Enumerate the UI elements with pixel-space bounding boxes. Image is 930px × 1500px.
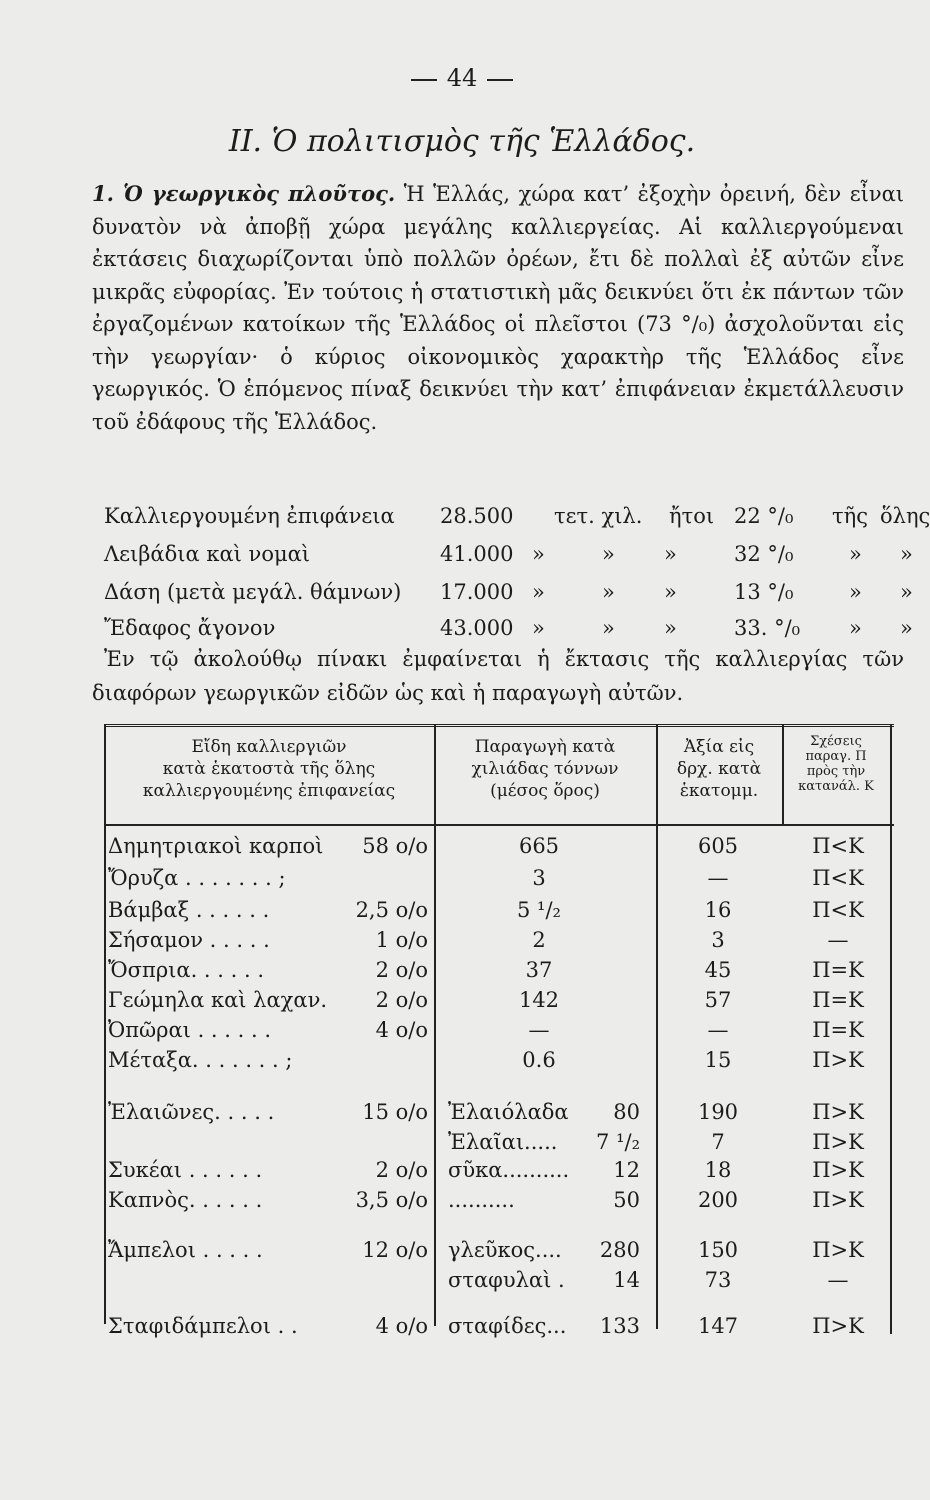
header-value xyxy=(656,736,782,802)
header-kinds-line: Εἴδη καλλιεργιῶν xyxy=(191,737,347,757)
land-use-label: Καλλιεργουμένη ἐπιφάνεια xyxy=(104,504,395,528)
crop-area-percent: 2 o/o xyxy=(375,988,428,1012)
land-use-q1: » xyxy=(602,616,615,640)
header-relation-line: πρὸς τὴν xyxy=(806,764,866,779)
land-use-q4: » xyxy=(900,580,913,604)
land-use-q3: » xyxy=(849,580,862,604)
production-value: 37 xyxy=(525,958,553,982)
crop-name: Βάμβαξ . . . . . . xyxy=(108,898,270,922)
production-value: 665 xyxy=(518,834,560,858)
land-use-value: 17.000 xyxy=(440,580,514,604)
header-relation-line: Σχέσεις xyxy=(810,734,862,749)
production-value: 133 xyxy=(599,1314,640,1338)
crop-name: Ὀπῶραι . . . . . . xyxy=(108,1018,272,1042)
production-consumption-relation: Π=Κ xyxy=(812,1018,864,1042)
land-use-unit: » xyxy=(532,580,545,604)
crop-area-percent: 4 o/o xyxy=(375,1314,428,1338)
value-drachmas: 45 xyxy=(704,958,732,982)
table-row xyxy=(104,1188,894,1220)
table-top-rule xyxy=(104,724,894,727)
crop-name: Ἄμπελοι . . . . . xyxy=(108,1238,263,1262)
table-row xyxy=(104,958,894,990)
value-drachmas: 200 xyxy=(697,1188,739,1212)
subsection-heading: 1. Ὁ γεωργικὸς πλοῦτος. xyxy=(92,181,396,206)
land-use-pct: 33. °/₀ xyxy=(734,616,801,640)
production-label: σταφίδες... xyxy=(448,1314,567,1338)
land-use-q2: » xyxy=(664,616,677,640)
table-row xyxy=(104,1238,894,1270)
header-value-line: ἑκατομμ. xyxy=(679,781,759,801)
production-value: 142 xyxy=(518,988,560,1012)
production-value: 3 xyxy=(532,866,546,890)
crop-area-percent: 2 o/o xyxy=(375,958,428,982)
production-label: Ἐλαιόλαδα xyxy=(448,1100,569,1124)
crop-area-percent: 2 o/o xyxy=(375,1158,428,1182)
production-consumption-relation: — xyxy=(827,928,849,952)
table-row xyxy=(104,898,894,930)
value-drachmas: 73 xyxy=(704,1268,732,1292)
production-value: 0.6 xyxy=(522,1048,556,1072)
production-label: σταφυλαὶ . xyxy=(448,1268,565,1292)
value-drachmas: 16 xyxy=(704,898,732,922)
value-drachmas: 18 xyxy=(704,1158,732,1182)
land-use-q4: » xyxy=(900,542,913,566)
production-value: 12 xyxy=(613,1158,640,1182)
value-drachmas: 147 xyxy=(697,1314,739,1338)
production-consumption-relation: — xyxy=(827,1268,849,1292)
land-use-q2: » xyxy=(664,542,677,566)
table-row xyxy=(104,866,894,898)
value-drachmas: 605 xyxy=(697,834,739,858)
table-row xyxy=(104,988,894,1020)
header-relation-line: παραγ. Π xyxy=(805,749,867,764)
crop-area-percent: 58 o/o xyxy=(362,834,428,858)
land-use-unit: » xyxy=(532,542,545,566)
land-use-row xyxy=(104,580,913,610)
land-use-label: Λειβάδια καὶ νομαὶ xyxy=(104,542,311,566)
crop-name: Συκέαι . . . . . . xyxy=(108,1158,263,1182)
table-header-rule xyxy=(104,824,894,826)
crop-name: Μέταξα. . . . . . . ; xyxy=(108,1048,293,1072)
production-value: — xyxy=(528,1018,550,1042)
land-use-q1: ἤτοι xyxy=(669,504,715,528)
crop-area-percent: 12 o/o xyxy=(362,1238,428,1262)
land-use-label: Δάση (μετὰ μεγάλ. θάμνων) xyxy=(104,580,402,604)
land-use-q3: τῆς xyxy=(832,504,868,528)
crop-name: Σήσαμον . . . . . xyxy=(108,928,270,952)
crops-table xyxy=(104,724,894,1344)
table-row xyxy=(104,1158,894,1190)
land-use-pct: 32 °/₀ xyxy=(734,542,794,566)
production-label: .......... xyxy=(448,1188,515,1212)
crop-name: Δημητριακοὶ καρποὶ xyxy=(108,834,324,858)
header-relation xyxy=(782,734,890,794)
land-use-q1: » xyxy=(602,580,615,604)
production-label: Ἐλαῖαι..... xyxy=(448,1130,558,1154)
value-drachmas: 15 xyxy=(704,1048,732,1072)
crop-area-percent: 15 o/o xyxy=(362,1100,428,1124)
land-use-value: 43.000 xyxy=(440,616,514,640)
land-use-q1: » xyxy=(602,542,615,566)
header-production-line: χιλιάδας τόννων xyxy=(471,759,619,779)
production-consumption-relation: Π>Κ xyxy=(812,1314,864,1338)
production-consumption-relation: Π>Κ xyxy=(812,1158,864,1182)
production-value: 50 xyxy=(613,1188,640,1212)
value-drachmas: 190 xyxy=(697,1100,739,1124)
header-value-line: Ἀξία εἰς xyxy=(683,737,755,757)
land-use-q3: » xyxy=(849,616,862,640)
value-drachmas: 7 xyxy=(711,1130,725,1154)
intro-text: Ἡ Ἑλλάς, χώρα κατ’ ἐξοχὴν ὀρεινή, δὲν εἶναι δυνατὸν νὰ ἀποβῇ χώρα μεγάλης καλλιεργείας. Αἱ καλλιεργούμεναι ἐκτάσεις διαχωρίζονται ὑπὸ πολλῶν ὀρέων, ἔτι δὲ πολλαὶ ἐξ αὐτῶν εἶνε μικρᾶς εὐφορίας. Ἐν τούτοις ἡ στατιστικὴ μᾶς δεικνύει ὅτι ἐκ πάντων τῶν ἐργαζομένων κατοίκων τῆς Ἑλλάδος οἱ πλεῖστοι (73 °/₀) ἀσχολοῦνται εἰς τὴν γεωργίαν· ὁ κύριος οἰκονομικὸς χαρακτὴρ τῆς Ἑλλάδος εἶνε γεωργικός. Ὁ ἑπόμενος πίναξ δεικνύει τὴν κατ’ ἐπιφάνειαν ἐκμετάλλευσιν τοῦ ἐδάφους τῆς Ἑλλάδος. xyxy=(92,182,904,434)
header-value-line: δρχ. κατὰ xyxy=(676,759,762,779)
value-drachmas: 3 xyxy=(711,928,725,952)
production-consumption-relation: Π<Κ xyxy=(812,898,864,922)
production-consumption-relation: Π>Κ xyxy=(812,1238,864,1262)
section-title: II. Ὁ πολιτισμὸς τῆς Ἑλλάδος. xyxy=(228,124,696,159)
production-consumption-relation: Π>Κ xyxy=(812,1188,864,1212)
intro-paragraph xyxy=(92,178,904,438)
production-consumption-relation: Π>Κ xyxy=(812,1048,864,1072)
crop-name: Σταφιδάμπελοι . . xyxy=(108,1314,298,1338)
crop-area-percent: 1 o/o xyxy=(375,928,428,952)
value-drachmas: 57 xyxy=(704,988,732,1012)
production-value: 7 ¹/₂ xyxy=(596,1130,640,1154)
land-use-q3: » xyxy=(849,542,862,566)
production-value: 14 xyxy=(613,1268,640,1292)
crop-name: Καπνὸς. . . . . . xyxy=(108,1188,263,1212)
header-production xyxy=(434,736,656,802)
production-consumption-relation: Π>Κ xyxy=(812,1130,864,1154)
header-production-line: Παραγωγὴ κατὰ xyxy=(474,737,616,757)
header-kinds-line: κατὰ ἑκατοστὰ τῆς ὅλης xyxy=(162,759,376,779)
production-consumption-relation: Π=Κ xyxy=(812,958,864,982)
production-consumption-relation: Π<Κ xyxy=(812,866,864,890)
production-value: 2 xyxy=(532,928,546,952)
land-use-q4: ὅλης xyxy=(880,504,930,528)
header-relation-line: κατανάλ. Κ xyxy=(798,779,874,794)
land-use-pct: 13 °/₀ xyxy=(734,580,794,604)
page-number-text: 44 xyxy=(446,64,478,92)
crop-name: Γεώμηλα καὶ λαχαν. xyxy=(108,988,328,1012)
production-value: 5 ¹/₂ xyxy=(517,898,561,922)
header-production-line: (μέσος ὅρος) xyxy=(490,781,600,801)
crop-name: Ὄσπρια. . . . . . xyxy=(108,958,265,982)
table-row xyxy=(104,1100,894,1132)
crop-area-percent: 2,5 o/o xyxy=(355,898,428,922)
crop-name: Ἐλαιῶνες. . . . . xyxy=(108,1100,275,1124)
header-kinds-line: καλλιεργουμένης ἐπιφανείας xyxy=(142,781,396,801)
land-use-value: 28.500 xyxy=(440,504,514,528)
production-value: 80 xyxy=(613,1100,640,1124)
land-use-row xyxy=(104,504,930,534)
land-use-q4: » xyxy=(900,616,913,640)
land-use-label: Ἔδαφος ἄγονον xyxy=(104,616,276,640)
table-row xyxy=(104,1314,894,1346)
land-use-unit: τετ. χιλ. xyxy=(554,504,643,528)
table-intro-text: Ἐν τῷ ἀκολούθῳ πίνακι ἐμφαίνεται ἡ ἔκτασις τῆς καλλιεργίας τῶν διαφόρων γεωργικῶν εἰδῶν ὡς καὶ ἡ παραγωγὴ αὐτῶν. xyxy=(92,647,904,705)
production-consumption-relation: Π<Κ xyxy=(812,834,864,858)
production-consumption-relation: Π>Κ xyxy=(812,1100,864,1124)
value-drachmas: — xyxy=(707,1018,729,1042)
land-use-q2: » xyxy=(664,580,677,604)
table-intro-paragraph xyxy=(92,642,904,710)
crop-name: Ὄρυζα . . . . . . . ; xyxy=(108,866,286,890)
crop-area-percent: 3,5 o/o xyxy=(355,1188,428,1212)
value-drachmas: — xyxy=(707,866,729,890)
production-label: γλεῦκος.... xyxy=(448,1238,562,1262)
table-row xyxy=(104,834,894,866)
page-number xyxy=(0,64,924,92)
land-use-unit: » xyxy=(532,616,545,640)
land-use-value: 41.000 xyxy=(440,542,514,566)
land-use-row xyxy=(104,542,913,572)
production-label: σῦκα.......... xyxy=(448,1158,570,1182)
table-row xyxy=(104,928,894,960)
value-drachmas: 150 xyxy=(697,1238,739,1262)
land-use-pct: 22 °/₀ xyxy=(734,504,794,528)
production-consumption-relation: Π=Κ xyxy=(812,988,864,1012)
table-row xyxy=(104,1048,894,1080)
production-value: 280 xyxy=(599,1238,640,1262)
table-row xyxy=(104,1018,894,1050)
header-kinds xyxy=(104,736,434,802)
crop-area-percent: 4 o/o xyxy=(375,1018,428,1042)
table-row xyxy=(104,1268,894,1300)
